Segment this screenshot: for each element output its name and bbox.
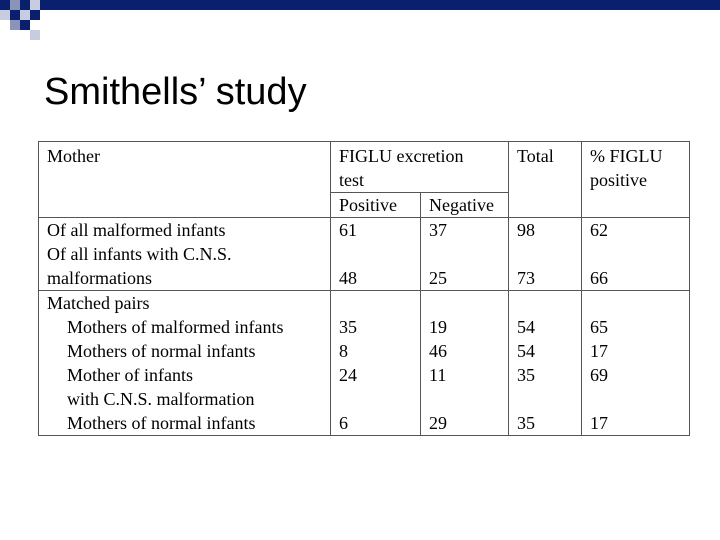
title-decoration	[0, 0, 720, 40]
negative-value: 11	[429, 365, 447, 385]
negative-value: 25	[429, 268, 447, 288]
mother-cell	[39, 291, 331, 436]
data-table	[38, 141, 690, 436]
positive-value: 48	[339, 268, 357, 288]
negative-value: 19	[429, 317, 447, 337]
pct-cell	[582, 291, 690, 436]
positive-value: 6	[339, 413, 348, 433]
total-value: 35	[517, 413, 535, 433]
header-row	[39, 142, 690, 193]
total-cell	[509, 291, 582, 436]
positive-value: 8	[339, 341, 348, 361]
pct-value: 17	[590, 341, 608, 361]
positive-value: 61	[339, 220, 357, 240]
pct-positive-header	[582, 142, 690, 218]
negative-header: Negative	[421, 193, 509, 218]
negative-value: 29	[429, 413, 447, 433]
mother-line: Mothers of normal infants	[67, 341, 256, 361]
total-value: 35	[517, 365, 535, 385]
figlu-test-header-line1: FIGLU excretion	[339, 146, 464, 166]
pct-value: 65	[590, 317, 608, 337]
negative-cell	[421, 218, 509, 291]
figlu-test-header	[331, 142, 509, 193]
negative-value: 46	[429, 341, 447, 361]
pct-value: 69	[590, 365, 608, 385]
positive-value: 24	[339, 365, 357, 385]
pct-cell	[582, 218, 690, 291]
pct-value: 66	[590, 268, 608, 288]
negative-value	[429, 291, 508, 315]
positive-value	[339, 242, 420, 266]
total-value: 54	[517, 341, 535, 361]
negative-cell	[421, 291, 509, 436]
table-row-all-mothers	[39, 218, 690, 291]
mother-line: Mother of infants	[67, 365, 193, 385]
pct-value: 17	[590, 413, 608, 433]
pct-value: 62	[590, 220, 608, 240]
mother-line: malformations	[47, 268, 152, 288]
positive-cell	[331, 291, 421, 436]
total-value	[517, 387, 581, 411]
total-value: 98	[517, 220, 535, 240]
total-header: Total	[509, 142, 582, 218]
mother-line: Of all infants with C.N.S.	[47, 244, 232, 264]
pct-value	[590, 387, 689, 411]
slide-title: Smithells’ study	[44, 71, 307, 113]
total-value: 54	[517, 317, 535, 337]
negative-value	[429, 242, 508, 266]
total-cell	[509, 218, 582, 291]
pct-positive-header-line1: % FIGLU	[590, 146, 663, 166]
pct-positive-header-line2: positive	[590, 170, 647, 190]
negative-value: 37	[429, 220, 447, 240]
table-row-matched-pairs	[39, 291, 690, 436]
positive-value: 35	[339, 317, 357, 337]
total-value: 73	[517, 268, 535, 288]
pct-value	[590, 291, 689, 315]
mother-line: Matched pairs	[47, 293, 150, 313]
positive-header: Positive	[331, 193, 421, 218]
mother-line: Mothers of normal infants	[67, 413, 256, 433]
positive-value	[339, 387, 420, 411]
mother-cell	[39, 218, 331, 291]
positive-value	[339, 291, 420, 315]
negative-value	[429, 387, 508, 411]
mother-line: with C.N.S. malformation	[67, 389, 255, 409]
total-value	[517, 242, 581, 266]
mother-line: Mothers of malformed infants	[67, 317, 284, 337]
mother-header: Mother	[39, 142, 331, 218]
total-value	[517, 291, 581, 315]
positive-cell	[331, 218, 421, 291]
mother-line: Of all malformed infants	[47, 220, 226, 240]
figlu-test-header-line2: test	[339, 170, 364, 190]
pct-value	[590, 242, 689, 266]
